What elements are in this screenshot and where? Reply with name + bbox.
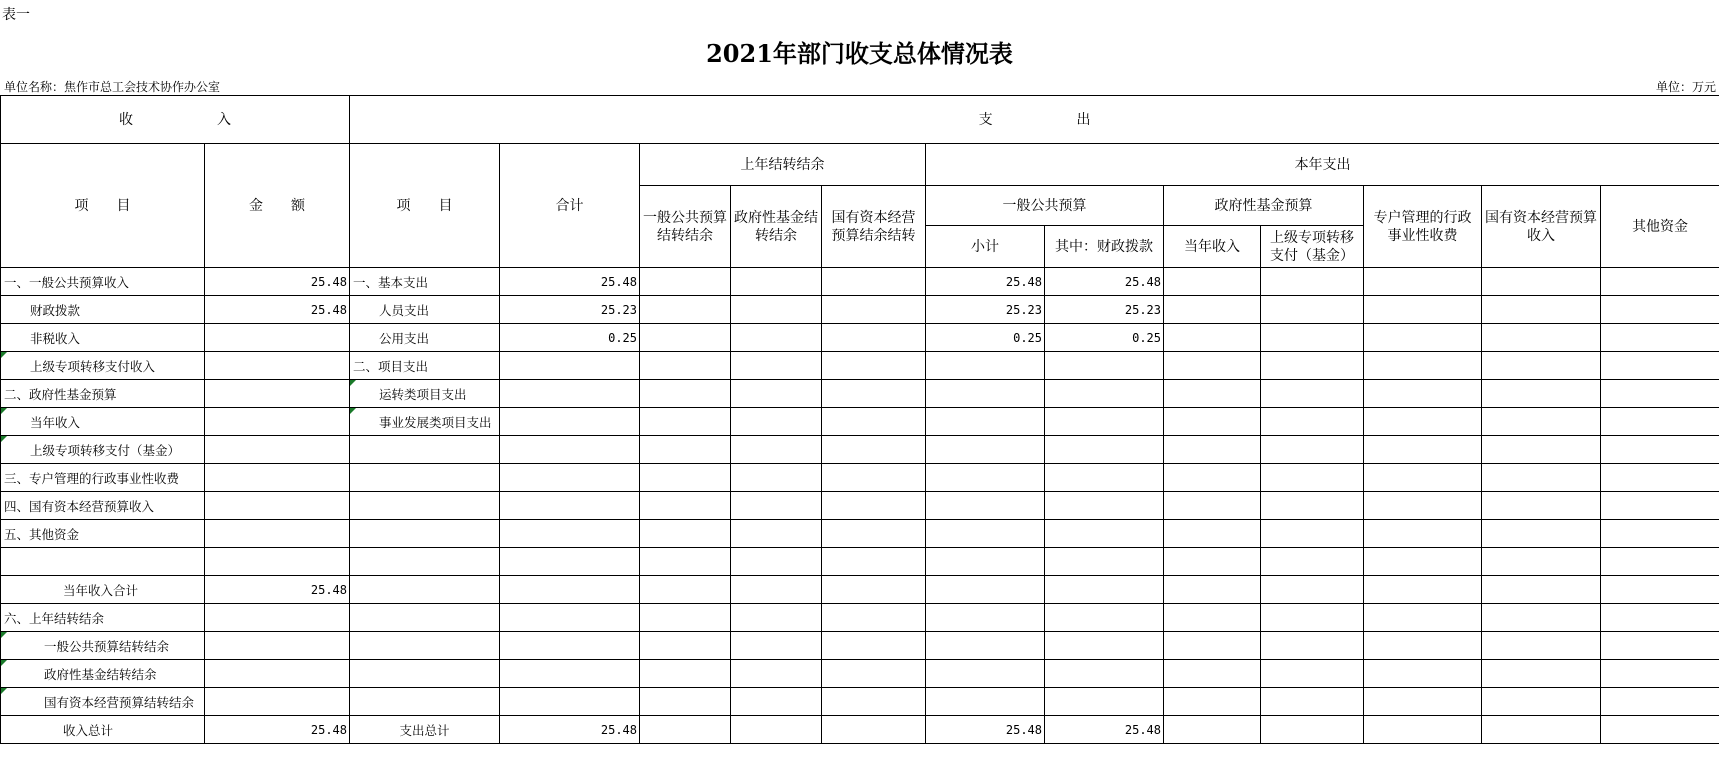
expense-item-cell (350, 632, 500, 660)
empty-cell (1364, 296, 1482, 324)
empty-cell (1164, 520, 1261, 548)
empty-cell (1482, 716, 1601, 744)
fiscal-cell (1045, 352, 1164, 380)
income-item-cell: 当年收入合计 (1, 576, 205, 604)
empty-cell (1482, 604, 1601, 632)
empty-cell (1364, 492, 1482, 520)
empty-cell (1261, 716, 1364, 744)
empty-cell (1482, 436, 1601, 464)
amount-cell (205, 436, 350, 464)
prior-fund-cell (731, 520, 822, 548)
empty-cell (1364, 464, 1482, 492)
amount-cell (205, 464, 350, 492)
prior-general-cell (640, 464, 731, 492)
state-capital-header: 国有资本经营预算收入 (1482, 186, 1601, 268)
fiscal-cell: 25.48 (1045, 268, 1164, 296)
prior-fund-cell (731, 436, 822, 464)
empty-cell (1482, 408, 1601, 436)
empty-cell (1482, 296, 1601, 324)
prior-fund-cell (731, 604, 822, 632)
fiscal-cell (1045, 688, 1164, 716)
empty-cell (1364, 408, 1482, 436)
total-cell: 25.48 (500, 268, 640, 296)
empty-cell (1261, 548, 1364, 576)
empty-cell (1364, 380, 1482, 408)
prior-general-cell (640, 520, 731, 548)
empty-cell (1482, 324, 1601, 352)
prior-general-cell (640, 688, 731, 716)
table-row (1, 632, 1719, 660)
total-cell (500, 688, 640, 716)
subtotal-cell: 25.48 (926, 268, 1045, 296)
empty-cell (1601, 492, 1719, 520)
subtotal-header: 小计 (926, 226, 1045, 268)
prior-state-cell (822, 660, 926, 688)
prior-general-cell (640, 352, 731, 380)
income-item-cell: 收入总计 (1, 716, 205, 744)
empty-cell (1164, 436, 1261, 464)
fiscal-cell (1045, 576, 1164, 604)
empty-cell (1482, 352, 1601, 380)
empty-cell (1601, 436, 1719, 464)
empty-cell (1482, 548, 1601, 576)
prior-general-cell (640, 436, 731, 464)
income-item-cell: 财政拨款 (1, 296, 205, 324)
fiscal-cell: 25.23 (1045, 296, 1164, 324)
prior-general-header: 一般公共预算结转结余 (640, 186, 731, 268)
empty-cell (1601, 408, 1719, 436)
empty-cell (1601, 716, 1719, 744)
amount-cell (205, 408, 350, 436)
empty-cell (1601, 296, 1719, 324)
table-row (1, 548, 1719, 576)
empty-cell (1364, 268, 1482, 296)
subtotal-cell: 25.23 (926, 296, 1045, 324)
amount-cell (205, 604, 350, 632)
table-row (1, 604, 1719, 632)
prior-fund-cell (731, 492, 822, 520)
amount-cell: 25.48 (205, 268, 350, 296)
table-row (1, 716, 1719, 744)
empty-cell (1261, 688, 1364, 716)
expense-item-cell (350, 604, 500, 632)
total-cell: 25.48 (500, 716, 640, 744)
prior-fund-cell (731, 688, 822, 716)
empty-cell (1601, 268, 1719, 296)
prior-state-cell (822, 492, 926, 520)
prior-fund-header: 政府性基金结转结余 (731, 186, 822, 268)
empty-cell (1482, 576, 1601, 604)
total-cell (500, 492, 640, 520)
subtotal-cell (926, 632, 1045, 660)
prior-fund-cell (731, 660, 822, 688)
prior-fund-cell (731, 464, 822, 492)
total-cell (500, 576, 640, 604)
empty-cell (1482, 464, 1601, 492)
prior-fund-cell (731, 380, 822, 408)
empty-cell (1261, 604, 1364, 632)
empty-cell (1364, 436, 1482, 464)
amount-cell (205, 632, 350, 660)
empty-cell (1164, 352, 1261, 380)
empty-cell (1164, 548, 1261, 576)
income-item-header: 项 目 (1, 144, 205, 268)
subtotal-cell (926, 520, 1045, 548)
expense-item-cell: 支出总计 (350, 716, 500, 744)
empty-cell (1364, 716, 1482, 744)
prior-state-cell (822, 716, 926, 744)
amount-cell (205, 324, 350, 352)
income-item-cell: 三、专户管理的行政事业性收费 (1, 464, 205, 492)
empty-cell (1601, 464, 1719, 492)
prior-general-cell (640, 268, 731, 296)
prior-state-cell (822, 408, 926, 436)
total-cell (500, 352, 640, 380)
total-cell (500, 548, 640, 576)
currency-unit: 单位：万元 (1655, 80, 1716, 94)
table-row (1, 520, 1719, 548)
amount-cell (205, 492, 350, 520)
subtotal-cell: 25.48 (926, 716, 1045, 744)
empty-cell (1364, 660, 1482, 688)
empty-cell (1261, 492, 1364, 520)
table-number: 表一 (2, 7, 30, 23)
income-item-cell: 上级专项转移支付收入 (1, 352, 205, 380)
empty-cell (1482, 688, 1601, 716)
empty-cell (1164, 408, 1261, 436)
subtotal-cell (926, 604, 1045, 632)
prior-fund-cell (731, 324, 822, 352)
subtotal-cell (926, 436, 1045, 464)
table-row (1, 296, 1719, 324)
subtotal-cell (926, 380, 1045, 408)
fiscal-cell (1045, 380, 1164, 408)
empty-cell (1164, 688, 1261, 716)
table-row (1, 324, 1719, 352)
prior-general-cell (640, 576, 731, 604)
prior-general-cell (640, 324, 731, 352)
fiscal-cell (1045, 604, 1164, 632)
prior-general-cell (640, 716, 731, 744)
table-row (1, 352, 1719, 380)
amount-cell (205, 660, 350, 688)
expense-item-cell (350, 492, 500, 520)
special-fees-header: 专户管理的行政事业性收费 (1364, 186, 1482, 268)
prior-state-cell (822, 380, 926, 408)
table-row (1, 464, 1719, 492)
expense-item-cell: 事业发展类项目支出 (350, 408, 500, 436)
total-cell (500, 520, 640, 548)
empty-cell (1261, 408, 1364, 436)
total-header: 合计 (500, 144, 640, 268)
table-row (1, 576, 1719, 604)
expense-item-header: 项 目 (350, 144, 500, 268)
empty-cell (1164, 576, 1261, 604)
subtotal-cell: 0.25 (926, 324, 1045, 352)
subtotal-cell (926, 688, 1045, 716)
fiscal-cell (1045, 436, 1164, 464)
table-row (1, 436, 1719, 464)
empty-cell (1164, 380, 1261, 408)
prior-general-cell (640, 296, 731, 324)
empty-cell (1364, 632, 1482, 660)
empty-cell (1164, 660, 1261, 688)
total-cell (500, 436, 640, 464)
expense-item-cell (350, 576, 500, 604)
empty-cell (1164, 464, 1261, 492)
fiscal-cell (1045, 492, 1164, 520)
prior-fund-cell (731, 632, 822, 660)
table-row (1, 268, 1719, 296)
table-row (1, 408, 1719, 436)
empty-cell (1164, 268, 1261, 296)
empty-cell (1601, 548, 1719, 576)
total-cell (500, 660, 640, 688)
empty-cell (1261, 520, 1364, 548)
income-item-cell: 一、一般公共预算收入 (1, 268, 205, 296)
expense-item-cell (350, 660, 500, 688)
income-item-cell: 二、政府性基金预算 (1, 380, 205, 408)
amount-cell (205, 352, 350, 380)
empty-cell (1261, 632, 1364, 660)
fiscal-cell (1045, 632, 1164, 660)
subtotal-cell (926, 576, 1045, 604)
income-item-cell: 四、国有资本经营预算收入 (1, 492, 205, 520)
amount-cell (205, 548, 350, 576)
empty-cell (1261, 324, 1364, 352)
subtotal-cell (926, 408, 1045, 436)
table-row (1, 660, 1719, 688)
expense-item-cell: 运转类项目支出 (350, 380, 500, 408)
prior-state-cell (822, 324, 926, 352)
empty-cell (1261, 380, 1364, 408)
empty-cell (1261, 268, 1364, 296)
prior-state-cell (822, 464, 926, 492)
prior-state-cell (822, 352, 926, 380)
fiscal-cell (1045, 408, 1164, 436)
amount-header: 金 额 (205, 144, 350, 268)
prior-state-cell (822, 632, 926, 660)
prior-fund-cell (731, 716, 822, 744)
empty-cell (1601, 576, 1719, 604)
prior-year-header: 上年结转结余 (640, 144, 926, 186)
empty-cell (1261, 576, 1364, 604)
empty-cell (1601, 380, 1719, 408)
fiscal-cell (1045, 660, 1164, 688)
empty-cell (1164, 604, 1261, 632)
amount-cell (205, 688, 350, 716)
empty-cell (1482, 380, 1601, 408)
empty-cell (1482, 660, 1601, 688)
table-row (1, 688, 1719, 716)
income-item-cell: 上级专项转移支付（基金） (1, 436, 205, 464)
prior-fund-cell (731, 296, 822, 324)
empty-cell (1364, 688, 1482, 716)
empty-cell (1482, 520, 1601, 548)
prior-general-cell (640, 604, 731, 632)
amount-cell: 25.48 (205, 576, 350, 604)
prior-state-cell (822, 436, 926, 464)
empty-cell (1601, 688, 1719, 716)
empty-cell (1482, 632, 1601, 660)
expense-item-cell (350, 520, 500, 548)
empty-cell (1364, 548, 1482, 576)
prior-state-cell (822, 268, 926, 296)
total-cell (500, 380, 640, 408)
superior-transfer-header: 上级专项转移支付（基金） (1261, 226, 1364, 268)
expense-item-cell: 一、基本支出 (350, 268, 500, 296)
fund-budget-header: 政府性基金预算 (1164, 186, 1364, 226)
expense-item-cell (350, 688, 500, 716)
subtotal-cell (926, 464, 1045, 492)
amount-cell: 25.48 (205, 296, 350, 324)
current-year-header: 本年支出 (926, 144, 1719, 186)
income-item-cell: 五、其他资金 (1, 520, 205, 548)
empty-cell (1601, 604, 1719, 632)
current-income-header: 当年收入 (1164, 226, 1261, 268)
prior-fund-cell (731, 576, 822, 604)
table-row (1, 492, 1719, 520)
total-cell (500, 408, 640, 436)
total-cell (500, 604, 640, 632)
budget-table (0, 95, 1719, 744)
prior-fund-cell (731, 408, 822, 436)
fiscal-cell: 25.48 (1045, 716, 1164, 744)
fiscal-cell: 0.25 (1045, 324, 1164, 352)
empty-cell (1164, 492, 1261, 520)
prior-fund-cell (731, 352, 822, 380)
prior-general-cell (640, 632, 731, 660)
prior-state-cell (822, 688, 926, 716)
total-cell (500, 632, 640, 660)
prior-state-cell (822, 520, 926, 548)
empty-cell (1364, 352, 1482, 380)
empty-cell (1164, 324, 1261, 352)
prior-state-cell (822, 576, 926, 604)
fiscal-cell (1045, 520, 1164, 548)
prior-general-cell (640, 492, 731, 520)
empty-cell (1601, 632, 1719, 660)
empty-cell (1364, 324, 1482, 352)
prior-general-cell (640, 380, 731, 408)
empty-cell (1364, 520, 1482, 548)
empty-cell (1601, 352, 1719, 380)
empty-cell (1164, 296, 1261, 324)
expense-item-cell (350, 464, 500, 492)
expense-item-cell (350, 436, 500, 464)
page-title: 2021年部门收支总体情况表 (706, 39, 1013, 68)
fiscal-header: 其中：财政拨款 (1045, 226, 1164, 268)
amount-cell (205, 520, 350, 548)
empty-cell (1261, 436, 1364, 464)
income-item-cell: 一般公共预算结转结余 (1, 632, 205, 660)
empty-cell (1482, 268, 1601, 296)
subtotal-cell (926, 352, 1045, 380)
prior-state-cell (822, 296, 926, 324)
income-item-cell: 政府性基金结转结余 (1, 660, 205, 688)
empty-cell (1261, 352, 1364, 380)
empty-cell (1601, 660, 1719, 688)
empty-cell (1364, 576, 1482, 604)
subtotal-cell (926, 492, 1045, 520)
empty-cell (1482, 492, 1601, 520)
other-funds-header: 其他资金 (1601, 186, 1719, 268)
empty-cell (1164, 716, 1261, 744)
income-item-cell: 六、上年结转结余 (1, 604, 205, 632)
expense-item-cell (350, 548, 500, 576)
amount-cell (205, 380, 350, 408)
prior-general-cell (640, 660, 731, 688)
prior-state-header: 国有资本经营预算结余结转 (822, 186, 926, 268)
fiscal-cell (1045, 548, 1164, 576)
expense-item-cell: 二、项目支出 (350, 352, 500, 380)
unit-name: 单位名称：焦作市总工会技术协作办公室 (4, 80, 221, 94)
prior-fund-cell (731, 548, 822, 576)
prior-fund-cell (731, 268, 822, 296)
total-cell (500, 464, 640, 492)
total-cell: 25.23 (500, 296, 640, 324)
empty-cell (1261, 296, 1364, 324)
empty-cell (1261, 660, 1364, 688)
empty-cell (1601, 520, 1719, 548)
subtotal-cell (926, 660, 1045, 688)
income-header: 收 入 (1, 96, 350, 144)
income-item-cell: 非税收入 (1, 324, 205, 352)
amount-cell: 25.48 (205, 716, 350, 744)
prior-general-cell (640, 408, 731, 436)
empty-cell (1364, 604, 1482, 632)
subtotal-cell (926, 548, 1045, 576)
prior-state-cell (822, 604, 926, 632)
expense-item-cell: 人员支出 (350, 296, 500, 324)
income-item-cell: 当年收入 (1, 408, 205, 436)
table-row (1, 380, 1719, 408)
expense-item-cell: 公用支出 (350, 324, 500, 352)
total-cell: 0.25 (500, 324, 640, 352)
empty-cell (1164, 632, 1261, 660)
expense-header: 支 出 (350, 96, 1719, 144)
income-item-cell: 国有资本经营预算结转结余 (1, 688, 205, 716)
general-budget-header: 一般公共预算 (926, 186, 1164, 226)
prior-state-cell (822, 548, 926, 576)
income-item-cell (1, 548, 205, 576)
prior-general-cell (640, 548, 731, 576)
fiscal-cell (1045, 464, 1164, 492)
empty-cell (1601, 324, 1719, 352)
empty-cell (1261, 464, 1364, 492)
